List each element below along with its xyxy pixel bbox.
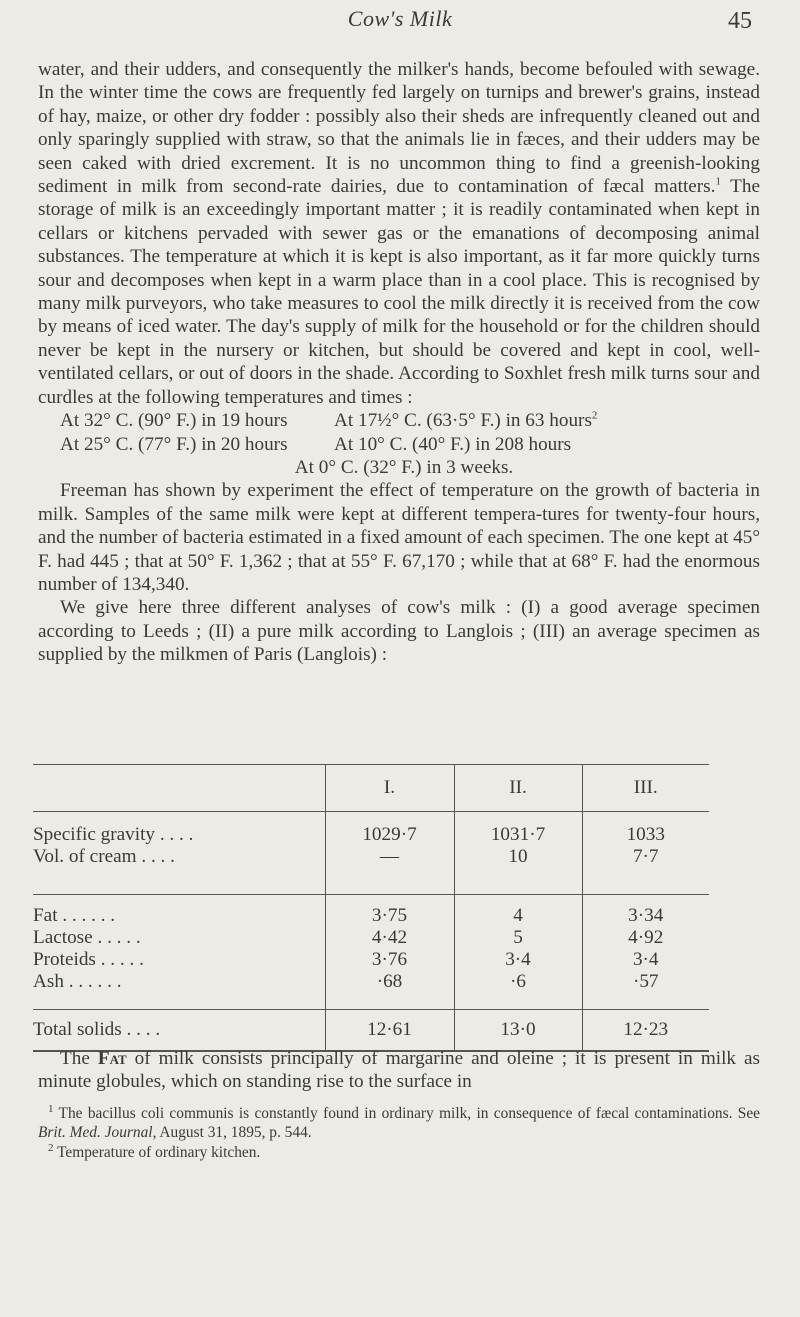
table-cell: 5 — [513, 927, 523, 948]
table-group-physical — [33, 812, 709, 895]
row-label: Vol. of cream . . . . — [33, 846, 175, 867]
milk-analysis-table — [33, 764, 709, 1052]
paragraph-fat: The Fat of milk consists principally of margarine and oleine ; it is present in milk as minute globules, which on standing rise to the surface in — [38, 1048, 760, 1093]
table-cell: 3·75 — [371, 905, 408, 926]
row-label: Fat . . . . . . — [33, 905, 116, 926]
footnote-1: $^1$ The bacillus coli communis is constantly found in ordinary milk, in consequence of fæcal contaminations. See Brit. Med. Journal, August 31, 1895, p. 544. — [38, 1102, 760, 1142]
table-cell: — — [379, 846, 400, 867]
table-cell: 1033 — [626, 824, 665, 845]
table-cell: 12·61 — [325, 1010, 454, 1052]
row-label: Total solids . . . . — [33, 1019, 161, 1040]
temperature-row: At 0° C. (32° F.) in 3 weeks. — [294, 456, 514, 478]
temperature-row: At 32° C. (90° F.) in 19 hours At 17½° C. (63·5° F.) in 63 hours$^2$ — [60, 409, 598, 432]
table-cell: ·57 — [632, 971, 659, 992]
temperature-list — [38, 409, 760, 479]
paragraph-1: water, and their udders, and consequently the milker's hands, become befouled with sewage. In the winter time the cows are frequently fed largely on turnips and brewer's grains, instead of hay, maize, or other dry fodder : possibly also their sheds are infrequently cleaned out and only sparingly supplied with straw, so that the animals lie in fæces, and their udders may be seen caked with dried excrement. It is no uncommon thing to find a greenish-looking sediment in milk from second-rate dairies, due to contamination of fæcal matters.$^1$ The storage of milk is an exceedingly important matter ; it is readily contaminated when kept in cellars or kitchens pervaded with sewer gas or the emanations of decomposing animal substances. The temperature at which it is kept is also important, as it far more quickly turns sour and decomposes when kept in a warm place than in a cool place. This is recognised by many milk purveyors, who take measures to cool the milk directly it is received from the cow by means of iced water. The day's supply of milk for the household or for the children should never be kept in the nursery or kitchen, but should be covered and kept in cool, well-ventilated cellars, or out of doors in the shade. According to Soxhlet fresh milk turns sour and curdles at the following temperatures and times : — [38, 59, 761, 408]
column-header: I. — [325, 765, 454, 812]
table-cell: 10 — [508, 846, 528, 867]
row-label: Specific gravity . . . . — [33, 824, 194, 845]
table-corner — [33, 765, 325, 812]
table-cell: 1029·7 — [362, 824, 417, 845]
table-cell: ·6 — [510, 971, 526, 992]
sidenote-heading-fat: Fat — [97, 1048, 127, 1069]
temperature-row: At 25° C. (77° F.) in 20 hours At 10° C. (40° F.) in 208 hours — [60, 433, 572, 455]
table-cell: 12·23 — [582, 1010, 709, 1052]
table-cell: 13·0 — [454, 1010, 582, 1052]
table-cell: 4·42 — [371, 927, 408, 948]
row-label: Ash . . . . . . — [33, 971, 122, 992]
table-cell: 3·4 — [505, 949, 531, 970]
table-group-composition — [33, 895, 709, 1010]
table-group-total — [33, 1010, 709, 1052]
paragraph-3: We give here three different analyses of cow's milk : (I) a good average specimen according to Leeds ; (II) a pure milk according to Langlois ; (III) an average specimen as supplied by the milkmen of Paris (Langlois) : — [38, 597, 760, 666]
column-header: II. — [454, 765, 582, 812]
row-label: Lactose . . . . . — [33, 927, 141, 948]
table-cell: 4·92 — [628, 927, 664, 948]
table-cell: 3·4 — [632, 949, 659, 970]
footnotes — [38, 1104, 760, 1162]
table-cell: 7·7 — [632, 846, 659, 867]
table-cell: 1031·7 — [490, 824, 546, 845]
running-title: Cow's Milk — [347, 6, 453, 31]
footnote-ref-1: 1 — [715, 175, 721, 188]
row-label: Proteids . . . . . — [33, 949, 144, 970]
page-number: 45 — [728, 8, 752, 34]
table-cell: 3·34 — [628, 905, 664, 926]
table-cell: 3·76 — [371, 949, 408, 970]
footnote-2: $^2$ Temperature of ordinary kitchen. — [48, 1141, 261, 1161]
journal-title: Brit. Med. Journal — [38, 1124, 153, 1142]
paragraph-2: Freeman has shown by experiment the effect of temperature on the growth of bacteria in milk. Samples of the same milk were kept at different tempera-tures for twenty-four hours, and the number of bacteria estimated in a fixed amount of each specimen. The one kept at 45° F. had 445 ; that at 50° F. 1,362 ; that at 55° F. 67,170 ; while that at 68° F. had the enormous number of 134,340. — [38, 480, 760, 595]
table-cell: 4 — [513, 905, 523, 926]
footnote-ref-2: 2 — [591, 409, 598, 422]
body-text — [38, 58, 760, 667]
table-cell: ·68 — [376, 971, 403, 992]
column-header: III. — [582, 765, 709, 812]
